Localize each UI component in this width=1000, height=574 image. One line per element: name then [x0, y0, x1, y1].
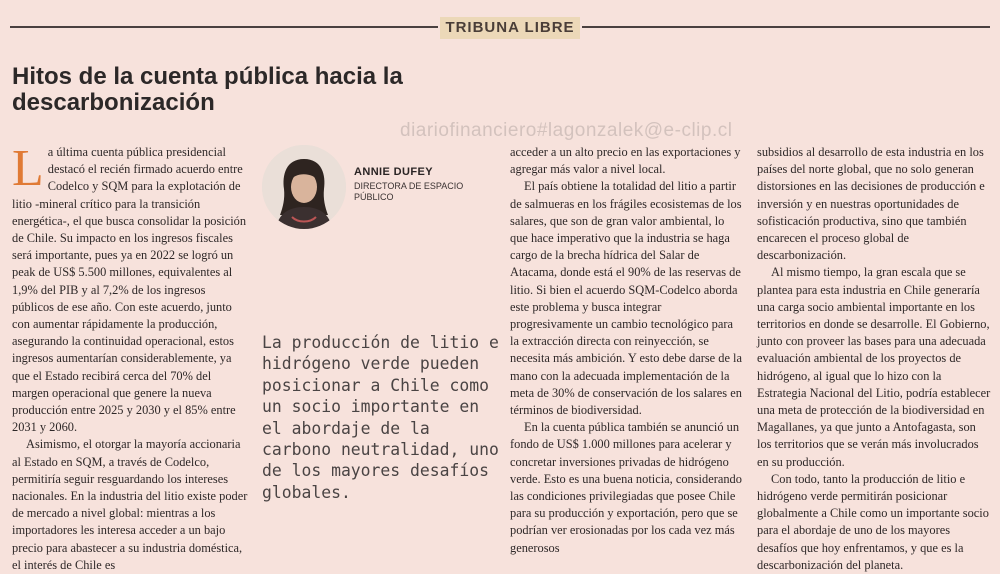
paragraph: Con todo, tanto la producción de litio e hidrógeno verde permitirán posicionar globalmente a Chile como un importante socio para el abordaje de uno de los mayores desafíos que hoy enfrentamos, y que es la descarbonización del planeta.: [757, 471, 989, 572]
paragraph-text: a última cuenta pública presidencial destacó el recién firmado acuerdo entre Codelco y SQM para la explotación de litio -mineral crítico para la transición energética-, el que busca consolidar la posición de Chile. Su impacto en los ingresos fiscales será importante, pues ya en 2022 se logró un peak de US$ 5.500 millones, equivalentes al 1,9% del PIB y al 7,2% de los ingresos públicos de ese año. Con este acuerdo, junto con aumentar rápidamente la producción, asegurando la continuidad operacional, estos ingresos aumentarían considerablemente, ya que el Estado recibirá cerca del 70% del margen operacional que genere la nueva producción entre 2025 y 2030 y el 85% entre 2031 y 2060.: [12, 145, 247, 435]
author-photo: [262, 145, 346, 229]
paragraph: acceder a un alto precio en las exportaciones y agregar más valor a nivel local.: [510, 145, 741, 177]
author-name: ANNIE DUFEY: [354, 166, 433, 178]
header-rule-right: [582, 26, 990, 28]
drop-cap: L: [12, 140, 44, 197]
header-rule-left: [10, 26, 438, 28]
paragraph: Asimismo, el otorgar la mayoría accionaria al Estado en SQM, a través de Codelco, permitiría seguir resguardando los intereses nacionales. En la industria del litio existe poder de mercado a nivel global: mientras a los importadores les interesa acceder a un bajo precio para abastecer a su industria doméstica, el interés de Chile es: [12, 437, 248, 572]
pull-quote: La producción de litio e hidrógeno verde pueden posicionar a Chile como un socio importante en el abordaje de la carbono neutralidad, uno de los mayores desafíos globales.: [262, 333, 499, 502]
author-role: DIRECTORA DE ESPACIO PÚBLICO: [354, 181, 464, 202]
section-label: TRIBUNA LIBRE: [440, 17, 580, 39]
watermark: diariofinanciero#lagonzalek@e-clip.cl: [400, 120, 733, 141]
headline: Hitos de la cuenta pública hacia la descarbonización: [12, 63, 403, 116]
column-3: [510, 144, 742, 557]
paragraph: subsidios al desarrollo de esta industria en los países del norte global, que no solo generan distorsiones en las decisiones de producción e inversión y en nuestras oportunidades de sofisticación productiva, sino que también encarecen el proceso global de descarbonización.: [757, 145, 985, 263]
paragraph: Al mismo tiempo, la gran escala que se plantea para esta industria en Chile generaría una carga socio ambiental importante en los territorios en donde se desarrolle. El Gobierno, junto con proveer las bases para una adecuada evaluación ambiental de los proyectos de hidrógeno, al igual que lo hizo con la Estrategia Nacional del Litio, podría establecer una meta de protección de la biodiversidad en Magallanes, ya que junto a Antofagasta, son los territorios que se verán más involucrados en su producción.: [757, 265, 991, 469]
paragraph: En la cuenta pública también se anunció un fondo de US$ 1.000 millones para acelerar y concretar inversiones privadas de hidrógeno verde. Esto es una buena noticia, considerando las condiciones privilegiadas que posee Chile para su producción y exportación, pero que se podrían ver erosionadas por los cada vez más generosos: [510, 420, 742, 555]
paragraph: El país obtiene la totalidad del litio a partir de salmueras en los frágiles ecosistemas de los salares, que son de gran valor ambiental, lo que hace imperativo que la industria se haga cargo de la brecha hídrica del Salar de Atacama, donde está el 90% de las reservas de litio. Si bien el acuerdo SQM-Codelco aborda este problema y busca integrar progresivamente un cambio tecnológico para la extracción directa con reinyección, se necesita más ambición. Y esto debe darse de la mano con la adecuada implementación de la meta de 30% de conservación de los salares en términos de biodiversidad.: [510, 179, 743, 418]
paragraph: [12, 140, 250, 436]
